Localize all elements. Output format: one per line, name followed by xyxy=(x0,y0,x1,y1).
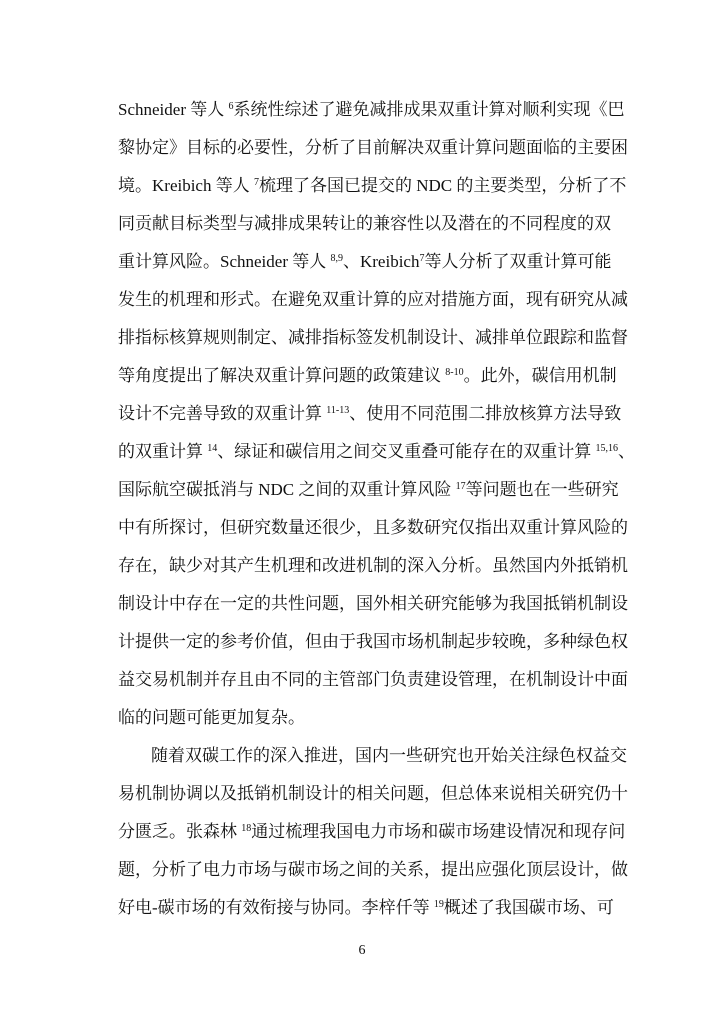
text-segment: 系统性综述了避免减排成果双重计算对顺利实现《巴 xyxy=(233,100,625,119)
text-line xyxy=(118,91,625,129)
text-segment: 益交易机制并存且由不同的主管部门负责建设管理，在机制设计中面 xyxy=(118,670,628,689)
text-line xyxy=(118,281,628,319)
text-segment: 黎协定》目标的必要性，分析了目前解决双重计算问题面临的主要困 xyxy=(118,138,628,157)
text-segment: 发生的机理和形式。在避免双重计算的应对措施方面，现有研究从减 xyxy=(118,290,628,309)
text-line xyxy=(118,395,622,433)
text-segment: 等角度提出了解决双重计算问题的政策建议 xyxy=(118,366,446,385)
text-line xyxy=(118,737,627,775)
text-line xyxy=(118,813,626,851)
text-segment: 排指标核算规则制定、减排指标签发机制设计、减排单位跟踪和监督 xyxy=(118,328,628,347)
text-segment: 梳理了各国已提交的 NDC 的主要类型，分析了不 xyxy=(258,176,627,195)
citation-superscript: 17 xyxy=(455,481,466,492)
text-line xyxy=(118,699,608,737)
citation-superscript: 6 xyxy=(228,101,234,112)
citation-superscript: 15,16 xyxy=(595,443,618,454)
text-line xyxy=(118,129,628,167)
text-line xyxy=(118,319,628,357)
citation-superscript: 14 xyxy=(207,443,218,454)
text-segment: 、 xyxy=(618,442,635,461)
text-line xyxy=(118,471,619,509)
text-segment: 中有所探讨，但研究数量还很少，且多数研究仅指出双重计算风险的 xyxy=(118,518,628,537)
citation-superscript: 8-10 xyxy=(445,367,464,378)
text-segment: 境。Kreibich 等人 xyxy=(118,176,254,195)
text-line xyxy=(118,851,628,889)
text-segment: Schneider 等人 xyxy=(118,100,229,119)
body-text xyxy=(118,91,635,927)
text-segment: 、使用不同范围二排放核算方法导致 xyxy=(349,404,622,423)
text-segment: 重计算风险。Schneider 等人 xyxy=(118,252,331,271)
text-segment: 制设计中存在一定的共性问题，国外相关研究能够为我国抵销机制设 xyxy=(118,594,628,613)
citation-superscript: 7 xyxy=(419,253,425,264)
text-line xyxy=(118,509,628,547)
text-line xyxy=(118,167,627,205)
text-segment: 存在，缺少对其产生机理和改进机制的深入分析。虽然国内外抵销机 xyxy=(118,556,628,575)
citation-superscript: 7 xyxy=(253,177,259,188)
citation-superscript: 11-13 xyxy=(326,405,350,416)
text-segment: 临的问题可能更加复杂。 xyxy=(118,708,305,727)
text-segment: 好电-碳市场的有效衔接与协同。李梓仟等 xyxy=(118,898,434,917)
text-segment: 国际航空碳抵消与 NDC 之间的双重计算风险 xyxy=(118,480,456,499)
text-segment: 易机制协调以及抵销机制设计的相关问题，但总体来说相关研究仍十 xyxy=(118,784,628,803)
citation-superscript: 19 xyxy=(433,899,444,910)
text-line xyxy=(118,243,612,281)
text-segment: 等问题也在一些研究 xyxy=(465,480,619,499)
text-segment: 计提供一定的参考价值，但由于我国市场机制起步较晚，多种绿色权 xyxy=(118,632,628,651)
text-segment: 的双重计算 xyxy=(118,442,208,461)
text-segment: 、绿证和碳信用之间交叉重叠可能存在的双重计算 xyxy=(217,442,596,461)
text-segment: 、Kreibich xyxy=(342,252,420,271)
text-segment: 题，分析了电力市场与碳市场之间的关系，提出应强化顶层设计，做 xyxy=(118,860,628,879)
text-line xyxy=(118,623,628,661)
page-number: 6 xyxy=(358,943,366,958)
text-line xyxy=(118,357,617,395)
text-segment: 概述了我国碳市场、可 xyxy=(443,898,614,917)
citation-superscript: 18 xyxy=(241,823,252,834)
text-line xyxy=(118,775,628,813)
text-line xyxy=(118,433,635,471)
text-line xyxy=(118,661,628,699)
text-line xyxy=(118,547,628,585)
text-line xyxy=(118,205,611,243)
text-segment: 随着双碳工作的深入推进，国内一些研究也开始关注绿色权益交 xyxy=(151,746,627,765)
text-segment: 。此外，碳信用机制 xyxy=(463,366,617,385)
text-line xyxy=(118,585,628,623)
text-segment: 等人分析了双重计算可能 xyxy=(424,252,612,271)
citation-superscript: 8,9 xyxy=(330,253,343,264)
text-segment: 分匮乏。张森林 xyxy=(118,822,242,841)
text-line xyxy=(118,889,614,927)
text-segment: 同贡献目标类型与减排成果转让的兼容性以及潜在的不同程度的双 xyxy=(118,214,611,233)
text-segment: 通过梳理我国电力市场和碳市场建设情况和现存问 xyxy=(251,822,626,841)
text-segment: 设计不完善导致的双重计算 xyxy=(118,404,327,423)
